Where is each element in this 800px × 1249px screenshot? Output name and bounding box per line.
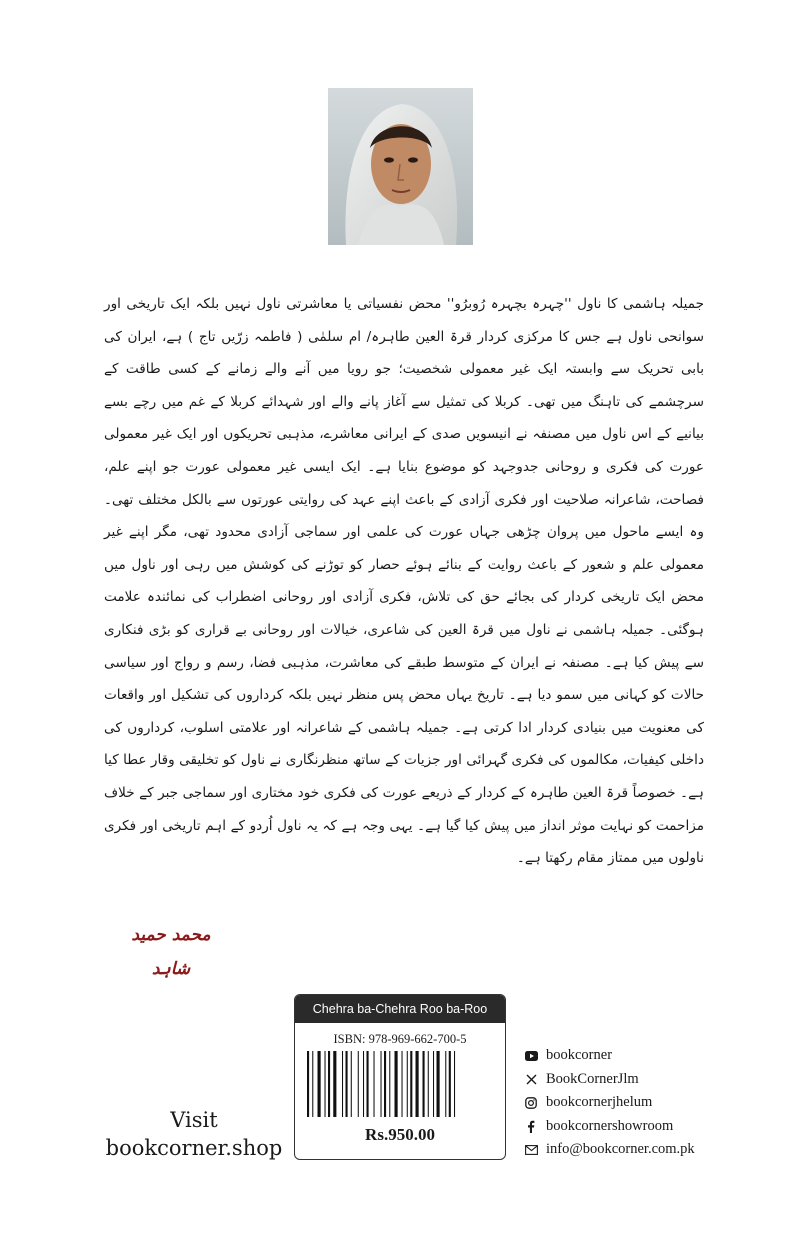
website-link[interactable]: bookcorner.shop (105, 1136, 283, 1160)
contact-instagram[interactable] (524, 1091, 724, 1115)
contact-instagram-text: bookcornerjhelum (546, 1094, 653, 1111)
instagram-icon (524, 1096, 538, 1110)
social-contacts (524, 1044, 724, 1162)
contact-youtube-text: bookcorner (546, 1047, 613, 1064)
price-label: Rs.950.00 (365, 1125, 435, 1144)
contact-email-text: info@bookcorner.com.pk (546, 1141, 695, 1158)
book-title-label: Chehra ba-Chehra Roo ba-Roo (295, 995, 505, 1023)
youtube-icon (524, 1049, 538, 1063)
isbn-number: ISBN: 978-969-662-700-5 (333, 1032, 467, 1046)
contact-email[interactable] (524, 1138, 724, 1162)
contact-x[interactable] (524, 1068, 724, 1092)
author-signature: محمد حمید شاہد (131, 925, 211, 979)
visit-website-block[interactable] (96, 1106, 292, 1162)
contact-facebook-text: bookcornershowroom (546, 1117, 674, 1134)
isbn-barcode-box (294, 994, 506, 1160)
barcode (307, 1051, 493, 1117)
facebook-icon (524, 1119, 538, 1133)
mail-icon (524, 1143, 538, 1157)
visit-label: Visit (170, 1108, 218, 1132)
contact-x-text: BookCornerJlm (546, 1070, 639, 1087)
contact-youtube[interactable] (524, 1044, 724, 1068)
x-icon (524, 1072, 538, 1086)
author-portrait-image (328, 88, 473, 245)
author-portrait (328, 88, 473, 245)
contact-facebook[interactable] (524, 1115, 724, 1139)
book-blurb: جمیلہ ہاشمی کا ناول ''چہرہ بچہرہ رُوبرُو'' محض نفسیاتی یا معاشرتی ناول نہیں بلکہ ایک تاریخی اور سوانحی ناول ہے جس کا مرکزی کردار قرۃ العین طاہرہ/ ام سلمٰی ( فاطمہ زرّیں تاج ) ہے، ایران کی بابی تحریک سے وابستہ ایک غیر معمولی شخصیت؛ جو رویا میں آنے والے زمانے کے کسی طاقت کے سرچشمے کی تاہنگ میں تھی۔ کربلا کی تمثیل سے آغاز پانے والے اور شہدائے کربلا کے غم میں رچے بسے بیانیے کے اس ناول میں مصنفہ نے انیسویں صدی کے ایرانی معاشرے، مذہبی تحریکوں اور ایک غیر معمولی عورت کی فکری و روحانی جدوجہد کو موضوع بنایا ہے۔ ایک ایسی غیر معمولی عورت جو اپنے علم، فصاحت، شاعرانہ صلاحیت اور فکری آزادی کے باعث اپنے عہد کی روایتی عورتوں سے بالکل مختلف تھی۔ وہ ایسے ماحول میں پروان چڑھی جہاں عورت کی علمی اور سماجی آزادی محدود تھی، مگر اپنے غیر معمولی علم و شعور کے باعث روایت کے بنائے ہوئے حصار کو توڑنے کی کوشش میں رہی اور ناول میں محض ایک تاریخی کردار کی بجائے حق کی تلاش، فکری آزادی اور روحانی اضطراب کی نمائندہ علامت ہوگئی۔ جمیلہ ہاشمی نے ناول میں قرۃ العین کی شاعری، خیالات اور روحانی بے قراری کو بڑی فنکاری سے پیش کیا ہے۔ مصنفہ نے ایران کے متوسط طبقے کی معاشرت، مذہبی فضا، رسم و رواج اور سیاسی حالات کو کہانی میں سمو دیا ہے۔ تاریخ یہاں محض پس منظر نہیں بلکہ کرداروں کی تشکیل اور واقعات کی معنویت میں بنیادی کردار ادا کرتی ہے۔ جمیلہ ہاشمی کے شاعرانہ اور علامتی اسلوب، کرداروں کی داخلی کیفیات، مکالموں کی فکری گہرائی اور جزیات کے ساتھ منظرنگاری نے ناول کو تخلیقی وقار عطا کیا ہے۔ خصوصاً قرۃ العین طاہرہ کے کردار کے ذریعے عورت کی فکری خود مختاری اور سماجی جبر کے خلاف مزاحمت کو نہایت موثر انداز میں پیش کیا گیا ہے۔ یہی وجہ ہے کہ یہ ناول اُردو کے اہم تاریخی اور فکری ناولوں میں ممتاز مقام رکھتا ہے۔ (104, 296, 704, 867)
